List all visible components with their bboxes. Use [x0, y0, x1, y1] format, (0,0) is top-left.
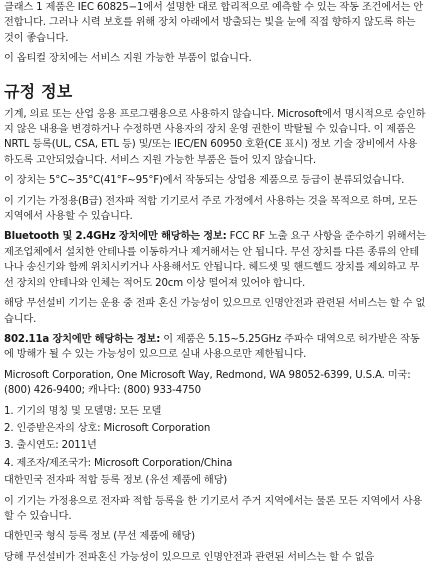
- list-item-certifier: 2. 인증받은자의 상호: Microsoft Corporation: [4, 422, 211, 434]
- list-item-release-year: 3. 출시연도: 2011년: [4, 440, 97, 452]
- wifi-paragraph: [4, 332, 426, 363]
- interference-paragraph: 해당 무선설비 기기는 운용 중 전파 혼신 가능성이 있으므로 인명안전과 관련된 서비스는 할 수 없습니다.: [4, 298, 426, 325]
- list-item-model: 1. 기기의 명칭 및 모델명: 모든 모델: [4, 405, 162, 417]
- class-b-paragraph: 이 기기는 가정용(B급) 전자파 적합 기기로서 주로 가정에서 사용하는 것을 목적으로 하며, 모든 지역에서 사용할 수 있습니다.: [4, 195, 418, 223]
- manufacturer-address: Microsoft Corporation, One Microsoft Way, Redmond, WA 98052-6399, U.S.A. 미국: (800) 426-9400; 캐나다: (800) 933-4750: [4, 369, 411, 397]
- emc-heading: 대한민국 전자파 적합 등록 정보 (유선 제품에 해당): [4, 475, 228, 487]
- bluetooth-label: Bluetooth 및 2.4GHz 장치에만 해당하는 정보:: [4, 231, 227, 243]
- wifi-label: 802.11a 장치에만 해당하는 정보:: [4, 333, 161, 345]
- bluetooth-text: FCC RF 노출 요구 사항을 준수하기 위해서는 제조업체에서 설치한 안테나를 이동하거나 제거해서는 안 됩니다. 무선 장치를 다른 종류의 안테나나 송신기와 함께 위치시키거나 사용해서도 안됩니다. 헤드셋 및 핸드헬드 장치를 제외하고 무선 장치의 안테나와 인체는 적어도 20cm 이상 떨어져 있어야 합니다.: [4, 231, 426, 289]
- regulatory-heading: 규정 정보: [4, 81, 73, 101]
- wifi-text: 이 제품은 5.15~5.25GHz 주파수 대역으로 허가받은 작동에 방해가 될 수 있는 가능성이 있으므로 실내 사용으로만 제한됩니다.: [4, 333, 420, 361]
- type-registration-heading: 대한민국 형식 등록 정보 (무선 제품에 해당): [4, 531, 195, 543]
- operating-temperature-paragraph: 이 장치는 5°C~35°C(41°F~95°F)에서 작동되는 상업용 제품으로 등급이 분류되었습니다.: [4, 175, 405, 187]
- laser-safety-paragraph: 클래스 1 제품은 IEC 60825−1에서 설명한 대로 합리적으로 예측할 수 있는 작동 조건에서는 안전합니다. 그러나 시력 보호를 위해 장치 아래에서 방출되는 빛을 눈에 직접 향하지 않도록 하는 것이 좋습니다.: [4, 2, 424, 44]
- bluetooth-paragraph: [4, 229, 426, 291]
- list-item-manufacturer: 4. 제조자/제조국가: Microsoft Corporation/China: [4, 457, 233, 469]
- type-registration-text: 당해 무선설비가 전파혼신 가능성이 있으므로 인명안전과 관련된 서비스는 할 수 없음: [4, 551, 375, 563]
- emc-text: 이 기기는 가정용으로 전자파 적합 등록을 한 기기로서 주거 지역에서는 물론 모든 지역에서 사용할 수 있습니다.: [4, 495, 423, 522]
- usage-restriction-paragraph: 기계, 의료 또는 산업 응용 프로그램용으로 사용하지 않습니다. Microsoft에서 명시적으로 승인하지 않은 내용을 변경하거나 수정하면 사용자의 장치 운영 권한이 박탈될 수 있습니다. 이 제품은 NRTL 등록(UL, CSA, ETL 등) 및/또는 IEC/EN 60950 호환(CE 표시) 정보 기술 장비에서 사용하도록 고안되었습니다. 서비스 지원 가능한 부품은 들어 있지 않습니다.: [4, 108, 426, 166]
- no-serviceable-parts-paragraph: 이 옵티컬 장치에는 서비스 지원 가능한 부품이 없습니다.: [4, 53, 252, 65]
